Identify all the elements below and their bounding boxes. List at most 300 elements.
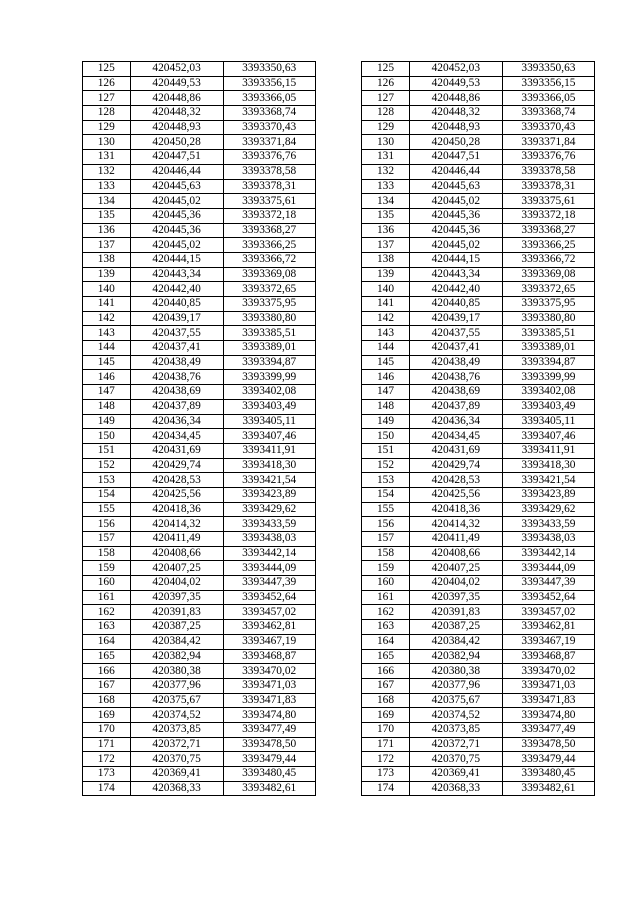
right-number-cell: 170 <box>362 722 410 737</box>
table-row <box>83 458 595 473</box>
column-gap <box>315 443 362 458</box>
left-x-cell: 420448,32 <box>130 106 223 121</box>
table-row <box>83 76 595 91</box>
table-row <box>83 590 595 605</box>
column-gap <box>315 297 362 312</box>
left-y-cell: 3393471,83 <box>223 693 315 708</box>
right-y-cell: 3393429,62 <box>502 502 594 517</box>
right-x-cell: 420434,45 <box>409 429 502 444</box>
left-x-cell: 420445,36 <box>130 223 223 238</box>
table-row <box>83 91 595 106</box>
left-x-cell: 420445,02 <box>130 194 223 209</box>
left-number-cell: 128 <box>83 106 131 121</box>
left-x-cell: 420437,55 <box>130 326 223 341</box>
right-x-cell: 420377,96 <box>409 678 502 693</box>
left-y-cell: 3393371,84 <box>223 135 315 150</box>
right-number-cell: 145 <box>362 355 410 370</box>
left-y-cell: 3393372,18 <box>223 208 315 223</box>
left-x-cell: 420437,89 <box>130 399 223 414</box>
right-y-cell: 3393372,65 <box>502 282 594 297</box>
table-row <box>83 208 595 223</box>
right-x-cell: 420373,85 <box>409 722 502 737</box>
column-gap <box>315 532 362 547</box>
table-row <box>83 297 595 312</box>
left-number-cell: 133 <box>83 179 131 194</box>
left-x-cell: 420439,17 <box>130 311 223 326</box>
left-x-cell: 420397,35 <box>130 590 223 605</box>
left-x-cell: 420408,66 <box>130 546 223 561</box>
right-y-cell: 3393399,99 <box>502 370 594 385</box>
right-x-cell: 420437,55 <box>409 326 502 341</box>
table-row <box>83 487 595 502</box>
column-gap <box>315 91 362 106</box>
right-y-cell: 3393378,58 <box>502 164 594 179</box>
right-y-cell: 3393433,59 <box>502 517 594 532</box>
table-row <box>83 355 595 370</box>
column-gap <box>315 722 362 737</box>
right-y-cell: 3393376,76 <box>502 150 594 165</box>
right-x-cell: 420431,69 <box>409 443 502 458</box>
right-x-cell: 420411,49 <box>409 532 502 547</box>
left-x-cell: 420380,38 <box>130 664 223 679</box>
left-number-cell: 147 <box>83 385 131 400</box>
right-y-cell: 3393442,14 <box>502 546 594 561</box>
left-x-cell: 420449,53 <box>130 76 223 91</box>
right-x-cell: 420440,85 <box>409 297 502 312</box>
left-y-cell: 3393356,15 <box>223 76 315 91</box>
right-y-cell: 3393438,03 <box>502 532 594 547</box>
left-number-cell: 138 <box>83 252 131 267</box>
right-number-cell: 150 <box>362 429 410 444</box>
table-row <box>83 693 595 708</box>
right-x-cell: 420445,63 <box>409 179 502 194</box>
left-y-cell: 3393468,87 <box>223 649 315 664</box>
table-row <box>83 252 595 267</box>
right-x-cell: 420438,76 <box>409 370 502 385</box>
column-gap <box>315 752 362 767</box>
left-number-cell: 142 <box>83 311 131 326</box>
right-number-cell: 148 <box>362 399 410 414</box>
right-y-cell: 3393368,27 <box>502 223 594 238</box>
table-row <box>83 502 595 517</box>
column-gap <box>315 664 362 679</box>
right-y-cell: 3393457,02 <box>502 605 594 620</box>
column-gap <box>315 458 362 473</box>
right-number-cell: 158 <box>362 546 410 561</box>
column-gap <box>315 164 362 179</box>
right-number-cell: 137 <box>362 238 410 253</box>
right-y-cell: 3393468,87 <box>502 649 594 664</box>
right-number-cell: 169 <box>362 708 410 723</box>
right-x-cell: 420375,67 <box>409 693 502 708</box>
right-y-cell: 3393375,95 <box>502 297 594 312</box>
right-x-cell: 420425,56 <box>409 487 502 502</box>
left-number-cell: 143 <box>83 326 131 341</box>
right-number-cell: 135 <box>362 208 410 223</box>
left-number-cell: 159 <box>83 561 131 576</box>
right-number-cell: 153 <box>362 473 410 488</box>
left-y-cell: 3393366,05 <box>223 91 315 106</box>
right-number-cell: 156 <box>362 517 410 532</box>
right-x-cell: 420448,93 <box>409 120 502 135</box>
right-x-cell: 420368,33 <box>409 781 502 796</box>
right-y-cell: 3393447,39 <box>502 576 594 591</box>
column-gap <box>315 194 362 209</box>
left-number-cell: 127 <box>83 91 131 106</box>
table-row <box>83 532 595 547</box>
column-gap <box>315 106 362 121</box>
table-row <box>83 767 595 782</box>
left-y-cell: 3393452,64 <box>223 590 315 605</box>
left-y-cell: 3393421,54 <box>223 473 315 488</box>
left-number-cell: 162 <box>83 605 131 620</box>
right-x-cell: 420414,32 <box>409 517 502 532</box>
right-x-cell: 420449,53 <box>409 76 502 91</box>
left-number-cell: 148 <box>83 399 131 414</box>
column-gap <box>315 267 362 282</box>
column-gap <box>315 605 362 620</box>
left-y-cell: 3393402,08 <box>223 385 315 400</box>
right-number-cell: 147 <box>362 385 410 400</box>
left-y-cell: 3393418,30 <box>223 458 315 473</box>
column-gap <box>315 120 362 135</box>
right-y-cell: 3393471,03 <box>502 678 594 693</box>
left-y-cell: 3393470,02 <box>223 664 315 679</box>
right-y-cell: 3393366,25 <box>502 238 594 253</box>
right-number-cell: 151 <box>362 443 410 458</box>
right-x-cell: 420387,25 <box>409 620 502 635</box>
right-number-cell: 136 <box>362 223 410 238</box>
column-gap <box>315 355 362 370</box>
right-x-cell: 420370,75 <box>409 752 502 767</box>
left-x-cell: 420440,85 <box>130 297 223 312</box>
table-row <box>83 62 595 77</box>
left-y-cell: 3393474,80 <box>223 708 315 723</box>
right-y-cell: 3393423,89 <box>502 487 594 502</box>
left-number-cell: 169 <box>83 708 131 723</box>
left-y-cell: 3393380,80 <box>223 311 315 326</box>
right-x-cell: 420429,74 <box>409 458 502 473</box>
left-y-cell: 3393389,01 <box>223 341 315 356</box>
left-x-cell: 420438,76 <box>130 370 223 385</box>
right-x-cell: 420446,44 <box>409 164 502 179</box>
table-row <box>83 561 595 576</box>
left-y-cell: 3393394,87 <box>223 355 315 370</box>
column-gap <box>315 693 362 708</box>
left-y-cell: 3393482,61 <box>223 781 315 796</box>
left-number-cell: 154 <box>83 487 131 502</box>
right-number-cell: 138 <box>362 252 410 267</box>
left-x-cell: 420407,25 <box>130 561 223 576</box>
right-number-cell: 161 <box>362 590 410 605</box>
left-y-cell: 3393375,61 <box>223 194 315 209</box>
right-y-cell: 3393470,02 <box>502 664 594 679</box>
left-x-cell: 420372,71 <box>130 737 223 752</box>
right-number-cell: 159 <box>362 561 410 576</box>
left-y-cell: 3393366,72 <box>223 252 315 267</box>
right-number-cell: 166 <box>362 664 410 679</box>
right-x-cell: 420445,36 <box>409 208 502 223</box>
column-gap <box>315 634 362 649</box>
right-x-cell: 420428,53 <box>409 473 502 488</box>
right-number-cell: 149 <box>362 414 410 429</box>
right-number-cell: 167 <box>362 678 410 693</box>
right-number-cell: 163 <box>362 620 410 635</box>
table-row <box>83 649 595 664</box>
right-x-cell: 420442,40 <box>409 282 502 297</box>
right-number-cell: 125 <box>362 62 410 77</box>
coordinates-table <box>82 61 595 796</box>
right-number-cell: 140 <box>362 282 410 297</box>
column-gap <box>315 620 362 635</box>
left-number-cell: 126 <box>83 76 131 91</box>
left-x-cell: 420436,34 <box>130 414 223 429</box>
right-number-cell: 134 <box>362 194 410 209</box>
right-x-cell: 420404,02 <box>409 576 502 591</box>
right-x-cell: 420439,17 <box>409 311 502 326</box>
table-row <box>83 414 595 429</box>
right-x-cell: 420452,03 <box>409 62 502 77</box>
left-x-cell: 420452,03 <box>130 62 223 77</box>
table-row <box>83 678 595 693</box>
column-gap <box>315 282 362 297</box>
left-number-cell: 173 <box>83 767 131 782</box>
right-y-cell: 3393366,05 <box>502 91 594 106</box>
left-y-cell: 3393442,14 <box>223 546 315 561</box>
column-gap <box>315 238 362 253</box>
left-x-cell: 420368,33 <box>130 781 223 796</box>
left-number-cell: 141 <box>83 297 131 312</box>
left-x-cell: 420384,42 <box>130 634 223 649</box>
column-gap <box>315 781 362 796</box>
right-x-cell: 420436,34 <box>409 414 502 429</box>
left-number-cell: 134 <box>83 194 131 209</box>
left-y-cell: 3393423,89 <box>223 487 315 502</box>
right-y-cell: 3393356,15 <box>502 76 594 91</box>
right-x-cell: 420384,42 <box>409 634 502 649</box>
left-number-cell: 132 <box>83 164 131 179</box>
left-y-cell: 3393462,81 <box>223 620 315 635</box>
column-gap <box>315 649 362 664</box>
right-number-cell: 174 <box>362 781 410 796</box>
column-gap <box>315 311 362 326</box>
left-x-cell: 420369,41 <box>130 767 223 782</box>
left-y-cell: 3393444,09 <box>223 561 315 576</box>
right-number-cell: 173 <box>362 767 410 782</box>
left-x-cell: 420443,34 <box>130 267 223 282</box>
right-y-cell: 3393375,61 <box>502 194 594 209</box>
table-row <box>83 546 595 561</box>
right-x-cell: 420448,86 <box>409 91 502 106</box>
right-y-cell: 3393394,87 <box>502 355 594 370</box>
right-number-cell: 130 <box>362 135 410 150</box>
right-x-cell: 420445,02 <box>409 238 502 253</box>
left-y-cell: 3393385,51 <box>223 326 315 341</box>
right-number-cell: 152 <box>362 458 410 473</box>
column-gap <box>315 502 362 517</box>
right-y-cell: 3393477,49 <box>502 722 594 737</box>
left-y-cell: 3393370,43 <box>223 120 315 135</box>
right-y-cell: 3393467,19 <box>502 634 594 649</box>
left-number-cell: 153 <box>83 473 131 488</box>
left-x-cell: 420373,85 <box>130 722 223 737</box>
right-y-cell: 3393478,50 <box>502 737 594 752</box>
left-number-cell: 165 <box>83 649 131 664</box>
left-x-cell: 420425,56 <box>130 487 223 502</box>
right-number-cell: 157 <box>362 532 410 547</box>
right-y-cell: 3393372,18 <box>502 208 594 223</box>
left-x-cell: 420448,93 <box>130 120 223 135</box>
left-y-cell: 3393376,76 <box>223 150 315 165</box>
column-gap <box>315 252 362 267</box>
left-x-cell: 420370,75 <box>130 752 223 767</box>
right-number-cell: 144 <box>362 341 410 356</box>
left-x-cell: 420428,53 <box>130 473 223 488</box>
right-y-cell: 3393418,30 <box>502 458 594 473</box>
table-row <box>83 708 595 723</box>
right-number-cell: 132 <box>362 164 410 179</box>
table-row <box>83 311 595 326</box>
left-x-cell: 420437,41 <box>130 341 223 356</box>
left-y-cell: 3393350,63 <box>223 62 315 77</box>
right-y-cell: 3393452,64 <box>502 590 594 605</box>
right-x-cell: 420374,52 <box>409 708 502 723</box>
left-y-cell: 3393479,44 <box>223 752 315 767</box>
table-row <box>83 326 595 341</box>
column-gap <box>315 76 362 91</box>
left-number-cell: 139 <box>83 267 131 282</box>
left-number-cell: 136 <box>83 223 131 238</box>
left-number-cell: 167 <box>83 678 131 693</box>
right-y-cell: 3393479,44 <box>502 752 594 767</box>
left-x-cell: 420382,94 <box>130 649 223 664</box>
column-gap <box>315 561 362 576</box>
left-number-cell: 146 <box>83 370 131 385</box>
left-y-cell: 3393457,02 <box>223 605 315 620</box>
left-x-cell: 420374,52 <box>130 708 223 723</box>
table-row <box>83 664 595 679</box>
left-x-cell: 420375,67 <box>130 693 223 708</box>
right-x-cell: 420391,83 <box>409 605 502 620</box>
left-y-cell: 3393368,74 <box>223 106 315 121</box>
table-row <box>83 399 595 414</box>
table-row <box>83 429 595 444</box>
column-gap <box>315 223 362 238</box>
column-gap <box>315 576 362 591</box>
left-number-cell: 130 <box>83 135 131 150</box>
table-row <box>83 370 595 385</box>
right-number-cell: 168 <box>362 693 410 708</box>
right-number-cell: 154 <box>362 487 410 502</box>
right-y-cell: 3393407,46 <box>502 429 594 444</box>
left-number-cell: 163 <box>83 620 131 635</box>
column-gap <box>315 473 362 488</box>
table-row <box>83 150 595 165</box>
right-x-cell: 420380,38 <box>409 664 502 679</box>
left-y-cell: 3393368,27 <box>223 223 315 238</box>
right-y-cell: 3393480,45 <box>502 767 594 782</box>
right-number-cell: 171 <box>362 737 410 752</box>
column-gap <box>315 370 362 385</box>
left-number-cell: 135 <box>83 208 131 223</box>
column-gap <box>315 517 362 532</box>
column-gap <box>315 487 362 502</box>
right-y-cell: 3393371,84 <box>502 135 594 150</box>
left-number-cell: 156 <box>83 517 131 532</box>
table-row <box>83 722 595 737</box>
left-number-cell: 149 <box>83 414 131 429</box>
left-number-cell: 140 <box>83 282 131 297</box>
right-number-cell: 146 <box>362 370 410 385</box>
right-x-cell: 420437,89 <box>409 399 502 414</box>
right-y-cell: 3393370,43 <box>502 120 594 135</box>
left-x-cell: 420434,45 <box>130 429 223 444</box>
right-y-cell: 3393462,81 <box>502 620 594 635</box>
left-number-cell: 151 <box>83 443 131 458</box>
column-gap <box>315 708 362 723</box>
left-x-cell: 420377,96 <box>130 678 223 693</box>
left-y-cell: 3393366,25 <box>223 238 315 253</box>
left-number-cell: 158 <box>83 546 131 561</box>
left-x-cell: 420445,36 <box>130 208 223 223</box>
right-y-cell: 3393421,54 <box>502 473 594 488</box>
left-x-cell: 420438,49 <box>130 355 223 370</box>
table-row <box>83 443 595 458</box>
right-x-cell: 420448,32 <box>409 106 502 121</box>
left-number-cell: 131 <box>83 150 131 165</box>
left-number-cell: 129 <box>83 120 131 135</box>
right-x-cell: 420438,69 <box>409 385 502 400</box>
left-y-cell: 3393407,46 <box>223 429 315 444</box>
right-number-cell: 139 <box>362 267 410 282</box>
right-y-cell: 3393368,74 <box>502 106 594 121</box>
left-x-cell: 420429,74 <box>130 458 223 473</box>
right-y-cell: 3393403,49 <box>502 399 594 414</box>
left-x-cell: 420431,69 <box>130 443 223 458</box>
left-y-cell: 3393429,62 <box>223 502 315 517</box>
table-row <box>83 179 595 194</box>
column-gap <box>315 385 362 400</box>
right-y-cell: 3393471,83 <box>502 693 594 708</box>
table-row <box>83 341 595 356</box>
table-row <box>83 605 595 620</box>
right-x-cell: 420408,66 <box>409 546 502 561</box>
left-y-cell: 3393375,95 <box>223 297 315 312</box>
left-x-cell: 420442,40 <box>130 282 223 297</box>
column-gap <box>315 62 362 77</box>
left-y-cell: 3393378,31 <box>223 179 315 194</box>
right-x-cell: 420447,51 <box>409 150 502 165</box>
left-y-cell: 3393480,45 <box>223 767 315 782</box>
table-row <box>83 781 595 796</box>
left-number-cell: 155 <box>83 502 131 517</box>
right-y-cell: 3393350,63 <box>502 62 594 77</box>
column-gap <box>315 429 362 444</box>
column-gap <box>315 546 362 561</box>
right-x-cell: 420372,71 <box>409 737 502 752</box>
column-gap <box>315 208 362 223</box>
coordinates-table-body <box>83 62 595 796</box>
table-row <box>83 620 595 635</box>
right-y-cell: 3393366,72 <box>502 252 594 267</box>
column-gap <box>315 135 362 150</box>
right-x-cell: 420437,41 <box>409 341 502 356</box>
right-y-cell: 3393389,01 <box>502 341 594 356</box>
left-number-cell: 164 <box>83 634 131 649</box>
right-x-cell: 420382,94 <box>409 649 502 664</box>
right-number-cell: 129 <box>362 120 410 135</box>
left-x-cell: 420447,51 <box>130 150 223 165</box>
